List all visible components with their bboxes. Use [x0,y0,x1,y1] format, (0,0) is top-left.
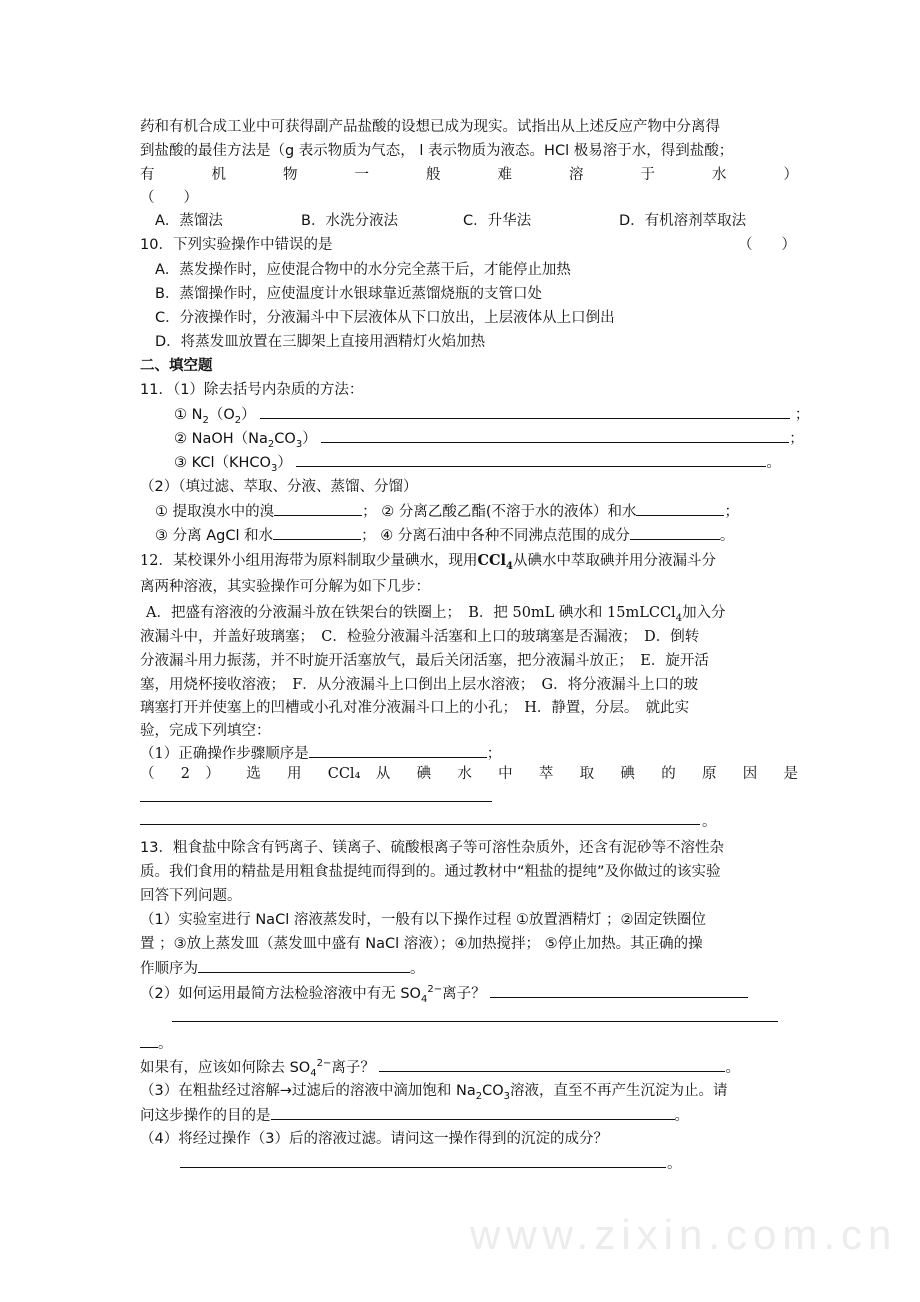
section-heading: 二、填空题 [140,358,213,374]
q11-item-3 [174,452,781,473]
q9-option-b: B．水洗分液法 [301,213,398,229]
q12-part-1 [140,743,501,764]
text: 3 [270,462,278,474]
text: 2− [427,984,443,996]
q11-part-2-row-2 [155,525,734,546]
q13-part-4: （4）将经过操作（3）后的溶液过滤。请问这一操作得到的沉淀的成分？ [140,1131,608,1147]
text: 2 [267,438,275,450]
q12-line-7: 璃塞打开并使塞上的凹槽或小孔对准分液漏斗口上的小孔； H．静置，分层。 就此实 [140,700,690,716]
q10-answer-paren: （ ） [738,237,796,253]
q11-item-1 [174,404,809,425]
text: 溶液，直至不再产生沉淀为止。请 [510,1083,728,1099]
q10-option-d: D．将蒸发皿放置在三脚架上直接用酒精灯火焰加热 [155,334,486,350]
answer-line[interactable] [140,801,492,802]
text: CO [274,431,296,447]
q12-line-3 [146,603,726,623]
answer-line[interactable] [140,824,700,825]
text: （1）正确操作步骤顺序是 [140,746,309,762]
answer-blank[interactable] [636,501,724,516]
q12-line-5: 分液漏斗用力振荡，并不时旋开活塞放气，最后关闭活塞，把分液漏斗放正； E．旋开活 [140,653,709,669]
q13-if-has [140,1057,740,1078]
q11-item-2 [174,428,804,449]
q9-line-3: 有 机 物 一 般 难 溶 于 水 ） [140,167,798,183]
q9-option-d: D．有机溶剂萃取法 [619,213,747,229]
q9-line-1: 药和有机合成工业中可获得副产品盐酸的设想已成为现实。试指出从上述反应产物中分离得 [140,119,720,135]
text: ） [241,407,256,423]
answer-line[interactable] [180,1167,666,1168]
text: 。 [410,961,425,977]
q13-part-1-line-1: （1）实验室进行 NaCl 溶液蒸发时，一般有以下操作过程 ①放置酒精灯 ；②固定铁圈位 [140,912,707,928]
text: 4 [420,993,428,1005]
text: 3 [295,438,303,450]
text: 2 [475,1090,483,1102]
answer-blank[interactable] [273,525,361,540]
watermark: www.zixin.com.cn [470,1211,898,1258]
answer-blank[interactable] [379,1057,725,1072]
q9-option-c: C．升华法 [463,213,532,229]
answer-blank[interactable] [274,501,362,516]
text: 4 [310,1067,317,1079]
q10-stem: 10．下列实验操作中错误的是 [140,237,333,253]
q13-part-1-line-2: 置 ；③放上蒸发皿（蒸发皿中盛有 NaCl 溶液）；④加热搅拌； ⑤停止加热。其正确的操 [140,936,703,952]
q12-line-2: 离两种溶液，其实验操作可分解为如下几步： [140,579,430,595]
answer-blank[interactable] [260,404,790,419]
text: 离子？ [331,1060,375,1076]
q12-line-1 [140,551,716,571]
q13-line-3: 回答下列问题。 [140,888,242,904]
text: 4 [675,612,683,624]
text: 作顺序为 [140,961,198,977]
text: 从碘水中萃取碘并用分液漏斗分 [513,553,717,569]
answer-blank[interactable] [271,1105,675,1120]
text: CCl [477,552,507,569]
text: ； [486,746,502,762]
q13-line-1: 13．粗食盐中除含有钙离子、镁离子、硫酸根离子等可溶性杂质外，还含有泥砂等不溶性杂 [140,840,724,856]
text: ； [724,504,739,520]
text: ② NaOH（Na [174,431,268,447]
q9-option-a: A．蒸馏法 [155,213,223,229]
text: （3）在粗盐经过溶解→过滤后的溶液中滴加饱和 Na [140,1083,476,1099]
text: 。 [766,455,781,471]
text: （O [208,407,235,423]
answer-line[interactable] [172,1021,778,1022]
q13-part-2 [140,983,748,1004]
q13-part-3-line-1 [140,1081,728,1101]
text: CO [482,1083,504,1099]
answer-blank[interactable] [321,428,789,443]
answer-blank[interactable] [630,525,720,540]
text: 2 [234,414,242,426]
text: 。 [158,1036,173,1052]
q13-line-2: 质。我们食用的精盐是用粗食盐提纯而得到的。通过教材中“粗盐的提纯”及你做过的该实验 [140,864,721,880]
q13-part-1-line-3 [140,958,425,979]
text: ① N [174,407,203,423]
q12-line-6: 塞，用烧杯接收溶液； F．从分液漏斗上口倒出上层水溶液； G．将分液漏斗上口的玻 [140,677,699,693]
text: 4 [506,560,514,572]
text: 。 [719,528,735,544]
answer-blank[interactable] [490,983,748,998]
text: ） [277,455,292,471]
period: 。 [702,814,717,830]
text: （2）如何运用最简方法检验溶液中有无 SO [140,986,421,1002]
q11-stem: 11．（1）除去括号内杂质的方法： [140,382,364,398]
q11-part-2-row-1 [155,501,739,522]
text: ① 提取溴水中的溴 [155,504,275,520]
answer-blank[interactable] [140,1033,158,1048]
text: 12．某校课外小组用海带为原料制取少量碘水，现用 [140,553,478,569]
text: 如果有，应该如何除去 SO [140,1060,311,1076]
q9-options [155,211,746,231]
text: 2− [316,1058,332,1070]
q10-option-c: C．分液操作时，分液漏斗中下层液体从下口放出，上层液体从上口倒出 [155,310,615,326]
text: ） [302,431,317,447]
text: 3 [503,1090,511,1102]
text: 加入分 [682,605,726,621]
text: A．把盛有溶液的分液漏斗放在铁架台的铁圈上； B．把 50mL 碘水和 15mLCCl [146,605,676,621]
q10-option-a: A．蒸发操作时，应使混合物中的水分完全蒸干后，才能停止加热 [155,262,571,278]
q12-line-8: 验，完成下列填空： [140,723,271,739]
text: 。 [725,1060,740,1076]
text: 。 [674,1108,689,1124]
q9-line-2: 到盐酸的最佳方法是（g 表示物质为气态， l 表示物质为液态。HCl 极易溶于水，得到盐酸； [140,143,734,159]
q9-answer-paren: （ ） [140,190,198,206]
text: 离子？ [442,986,486,1002]
answer-blank[interactable] [296,452,766,467]
answer-blank[interactable] [198,958,410,973]
text: ； ④ 分离石油中各种不同沸点范围的成分 [361,528,630,544]
answer-blank[interactable] [309,743,487,758]
text: 问这步操作的目的是 [140,1108,271,1124]
q13-part-3-line-2 [140,1105,689,1126]
q12-part-2: （ 2 ） 选 用 CCl₄ 从 碘 水 中 萃 取 碘 的 原 因 是 [140,766,798,782]
q13-part-2-end [140,1033,173,1054]
q11-part-2: （2）（填过滤、萃取、分液、蒸馏、分馏） [140,479,418,495]
q12-line-4: 液漏斗中，并盖好玻璃塞； C．检验分液漏斗活塞和上口的玻璃塞是否漏液； D．倒转 [140,629,700,645]
text: 2 [202,414,209,426]
text: ； [794,407,810,423]
text: ； ② 分离乙酸乙酯(不溶于水的液体）和水 [362,504,637,520]
text: ③ KCl（KHCO [174,455,271,471]
text: ③ 分离 AgCl 和水 [155,528,274,544]
q10-option-b: B．蒸馏操作时，应使温度计水银球靠近蒸馏烧瓶的支管口处 [155,286,542,302]
period: 。 [667,1156,682,1172]
text: ； [789,431,804,447]
